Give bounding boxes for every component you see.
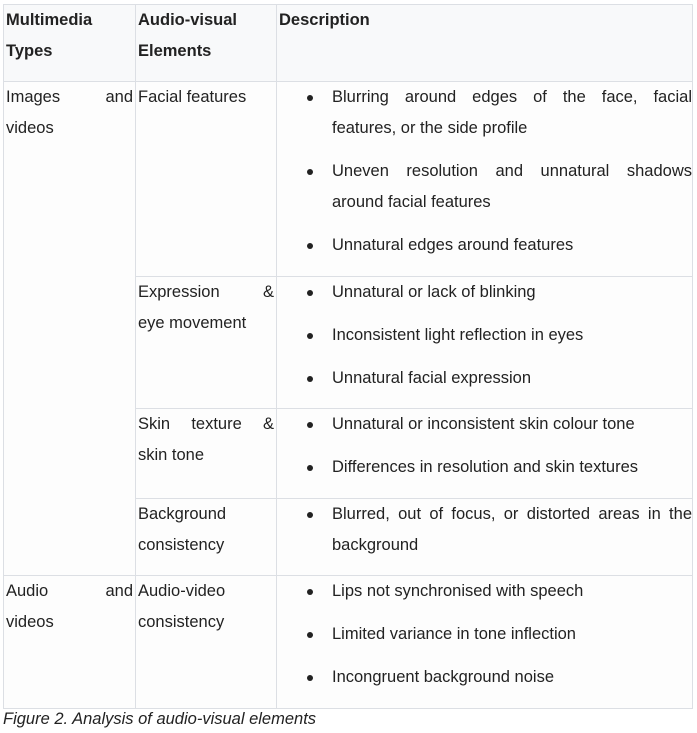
audio-visual-element-word: Expression (138, 283, 220, 301)
description-cell (277, 576, 693, 709)
bullet-icon (307, 589, 313, 595)
multimedia-type-line (6, 576, 133, 607)
audio-visual-element-cell (136, 409, 277, 499)
bullet-icon (307, 333, 313, 339)
description-list (277, 499, 692, 561)
description-list (277, 82, 692, 261)
table-body (4, 82, 693, 709)
audio-visual-element-word: & (262, 283, 274, 301)
figure-caption: Figure 2. Analysis of audio-visual elements (3, 710, 317, 728)
column-header (4, 5, 136, 82)
table-row (4, 576, 693, 709)
column-header (136, 5, 277, 82)
multimedia-type-line (6, 82, 133, 113)
table-header-row (4, 5, 693, 82)
audio-visual-element-line (138, 277, 274, 308)
audio-visual-element-word: Skin (138, 415, 171, 433)
multimedia-type-word: Images (6, 88, 61, 106)
description-item (332, 363, 692, 394)
description-item-text: Uneven resolution and unnatural shadows around facial features (332, 162, 692, 211)
multimedia-type-word: and (105, 582, 133, 600)
multimedia-type-cell (4, 576, 136, 709)
audio-visual-element-line (138, 499, 274, 530)
bullet-icon (307, 376, 313, 382)
column-header-line: Types (6, 42, 53, 60)
audio-visual-element-cell (136, 576, 277, 709)
audio-visual-element-word: skin tone (138, 446, 205, 464)
audio-visual-element-line (138, 82, 274, 113)
audio-visual-element-line (138, 409, 274, 440)
audio-visual-element-word: texture (191, 415, 242, 433)
multimedia-type-line (6, 113, 133, 144)
audio-visual-element-line (138, 308, 274, 339)
audio-visual-element-line (138, 607, 274, 638)
bullet-icon (307, 290, 313, 296)
audio-visual-element-line (138, 576, 274, 607)
description-item-text: Inconsistent light reflection in eyes (332, 326, 584, 344)
multimedia-type-line (6, 607, 133, 638)
audio-visual-element-line (138, 530, 274, 561)
description-item-text: Unnatural facial expression (332, 369, 532, 387)
bullet-icon (307, 243, 313, 249)
description-item (332, 576, 692, 607)
audio-visual-element-cell (136, 499, 277, 576)
audio-visual-element-cell (136, 82, 277, 277)
description-cell (277, 82, 693, 277)
audio-visual-element-word: Facial features (138, 88, 247, 106)
bullet-icon (307, 512, 313, 518)
description-list (277, 576, 692, 693)
description-list (277, 277, 692, 394)
description-item-text: Unnatural or inconsistent skin colour tone (332, 415, 635, 433)
column-header-line: Description (279, 11, 370, 29)
description-item (332, 320, 692, 351)
description-item (332, 230, 692, 261)
description-list (277, 409, 692, 483)
multimedia-type-word: videos (6, 613, 54, 631)
description-cell (277, 409, 693, 499)
description-item (332, 619, 692, 650)
audio-visual-element-word: eye movement (138, 314, 247, 332)
description-item-text: Differences in resolution and skin textures (332, 458, 639, 476)
audio-visual-element-word: Background (138, 505, 227, 523)
description-item (332, 82, 692, 144)
bullet-icon (307, 169, 313, 175)
audio-visual-analysis-table (3, 4, 693, 709)
description-cell (277, 499, 693, 576)
description-item-text: Lips not synchronised with speech (332, 582, 584, 600)
audio-visual-element-word: & (262, 415, 274, 433)
column-header-line: Elements (138, 42, 212, 60)
multimedia-type-word: Audio (6, 582, 49, 600)
description-cell (277, 277, 693, 409)
bullet-icon (307, 465, 313, 471)
multimedia-type-cell (4, 82, 136, 576)
audio-visual-element-cell (136, 277, 277, 409)
multimedia-type-word: videos (6, 119, 54, 137)
description-item-text: Blurred, out of focus, or distorted areas in the background (332, 505, 692, 554)
description-item (332, 499, 692, 561)
bullet-icon (307, 95, 313, 101)
column-header (277, 5, 693, 82)
description-item-text: Unnatural or lack of blinking (332, 283, 536, 301)
description-item-text: Incongruent background noise (332, 668, 554, 686)
description-item-text: Blurring around edges of the face, facial features, or the side profile (332, 88, 692, 137)
column-header-line: Multimedia (6, 11, 93, 29)
description-item (332, 452, 692, 483)
audio-visual-element-word: Audio-video (138, 582, 226, 600)
bullet-icon (307, 675, 313, 681)
audio-visual-element-word: consistency (138, 613, 225, 631)
description-item (332, 409, 692, 440)
bullet-icon (307, 632, 313, 638)
bullet-icon (307, 422, 313, 428)
description-item (332, 156, 692, 218)
audio-visual-element-word: consistency (138, 536, 225, 554)
multimedia-type-word: and (105, 88, 133, 106)
description-item (332, 662, 692, 693)
table-row (4, 82, 693, 277)
description-item (332, 277, 692, 308)
column-header-line: Audio-visual (138, 11, 238, 29)
description-item-text: Unnatural edges around features (332, 236, 574, 254)
description-item-text: Limited variance in tone inflection (332, 625, 576, 643)
audio-visual-element-line (138, 440, 274, 471)
